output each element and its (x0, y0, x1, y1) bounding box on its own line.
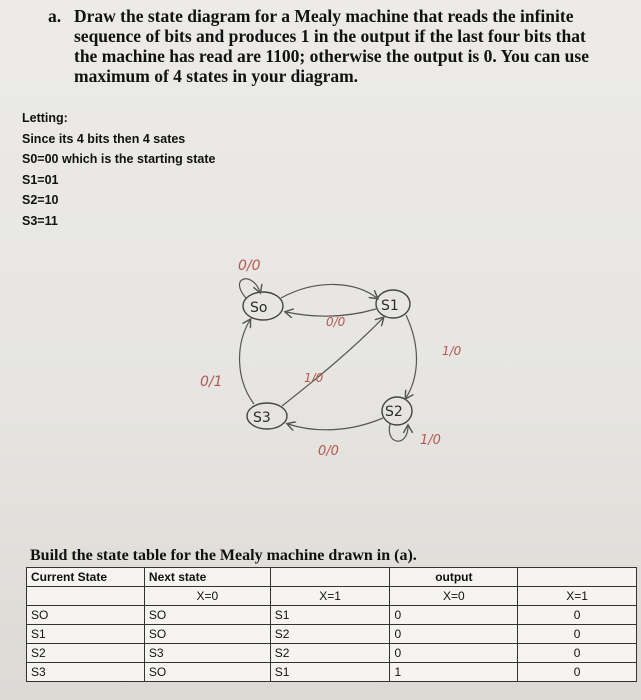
header-next-state: Next state (144, 568, 270, 587)
state-s3-label: S3 (253, 410, 271, 426)
label-s1-s0: 0/0 (326, 315, 346, 329)
question-line: maximum of 4 states in your diagram. (74, 66, 359, 86)
notes-line: S3=11 (22, 213, 58, 228)
table-row (27, 663, 637, 682)
cell-next-x1: S1 (270, 606, 390, 625)
label-s0-self: 0/0 (238, 258, 261, 274)
header-output: output (390, 568, 518, 587)
subheader-next-x1: X=1 (270, 587, 390, 606)
cell-out-x1: 0 (518, 625, 637, 644)
question-letter: a. (48, 6, 62, 26)
label-s3-s1: 1/0 (304, 371, 324, 385)
label-s3-s0: 0/1 (200, 374, 223, 390)
header-current-state: Current State (27, 568, 145, 587)
cell-next-x0: S3 (144, 644, 270, 663)
notes-line: Since its 4 bits then 4 sates (22, 131, 186, 146)
edge-s0-s1 (281, 284, 377, 298)
edge-s2-self (389, 424, 408, 441)
cell-out-x0: 0 (390, 644, 518, 663)
state-s0-label: So (250, 300, 268, 316)
state-s2-label: S2 (385, 404, 403, 420)
question-line: the machine has read are 1100; otherwise the output is 0. You can use (74, 46, 589, 66)
subheader-out-x1: X=1 (518, 587, 637, 606)
label-s2-self: 1/0 (420, 433, 441, 448)
question-line: Draw the state diagram for a Mealy machine that reads the infinite (74, 6, 574, 26)
label-s1-s2: 1/0 (442, 344, 462, 358)
edge-s3-s0 (240, 320, 254, 404)
cell-current: S1 (27, 625, 145, 644)
cell-current: SO (27, 606, 145, 625)
cell-next-x1: S1 (270, 663, 390, 682)
header-blank (518, 568, 637, 587)
table-row (27, 644, 637, 663)
cell-next-x0: SO (144, 625, 270, 644)
header-blank (270, 568, 390, 587)
edge-s2-s3 (288, 418, 383, 430)
edge-s1-s2 (406, 315, 417, 398)
edge-s3-s1 (282, 318, 383, 406)
state-s1-label: S1 (381, 298, 399, 314)
notes-line: S2=10 (22, 193, 59, 207)
notes-line: S0=00 which is the starting state (22, 152, 216, 166)
label-s2-s3: 0/0 (318, 444, 339, 459)
cell-out-x1: 0 (518, 644, 637, 663)
state-table (26, 567, 637, 682)
cell-next-x0: SO (144, 606, 270, 625)
cell-next-x1: S2 (270, 625, 390, 644)
cell-next-x1: S2 (270, 644, 390, 663)
cell-current: S2 (27, 644, 145, 663)
subheader-next-x0: X=0 (144, 587, 270, 606)
table-title: Build the state table for the Mealy machine drawn in (a). (30, 547, 417, 564)
cell-out-x1: 0 (518, 663, 637, 682)
table-header-row (27, 568, 637, 587)
notes-line: S1=01 (22, 172, 59, 187)
notes-heading: Letting: (22, 111, 68, 125)
cell-next-x0: SO (144, 663, 270, 682)
cell-current: S3 (27, 663, 145, 682)
table-subheader-row (27, 587, 637, 606)
table-row (27, 606, 637, 625)
cell-out-x1: 0 (518, 606, 637, 625)
cell-out-x0: 1 (390, 663, 518, 682)
cell-out-x0: 0 (390, 606, 518, 625)
question-line: sequence of bits and produces 1 in the output if the last four bits that (74, 26, 586, 46)
subheader-blank (27, 587, 145, 606)
table-row (27, 625, 637, 644)
cell-out-x0: 0 (390, 625, 518, 644)
subheader-out-x0: X=0 (390, 587, 518, 606)
